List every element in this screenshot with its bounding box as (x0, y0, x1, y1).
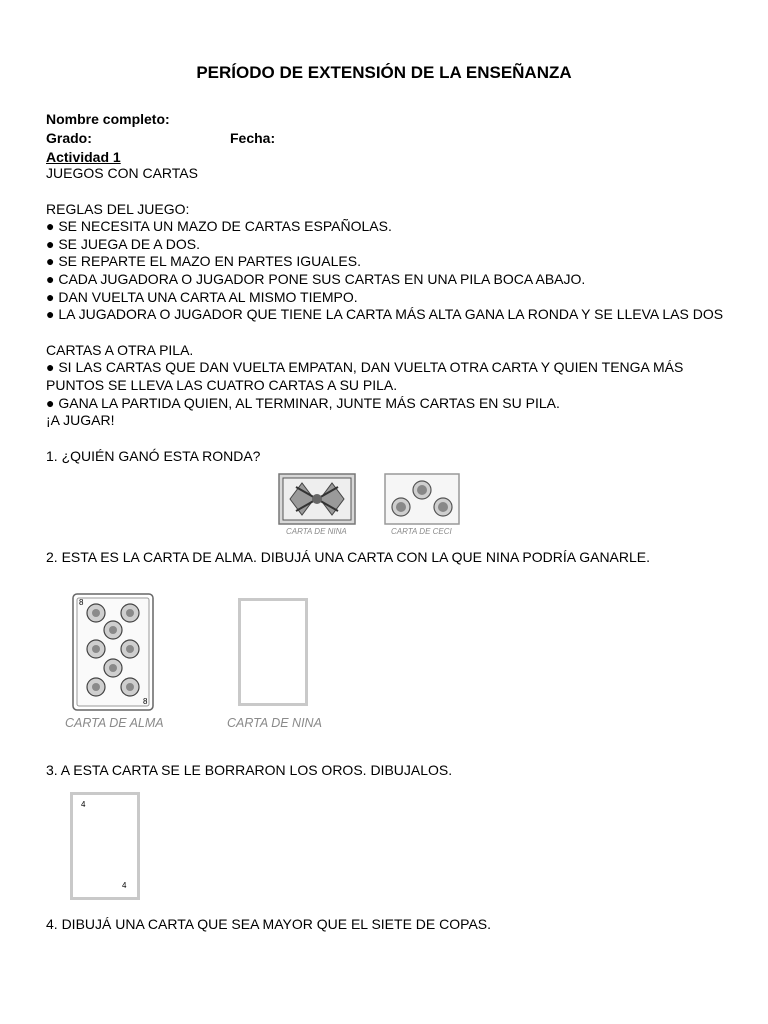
activity-subtitle: JUEGOS CON CARTAS (46, 165, 198, 181)
question-3: 3. A ESTA CARTA SE LE BORRARON LOS OROS. DIBUJALOS. (46, 762, 453, 778)
nina-blank-card[interactable] (238, 598, 308, 706)
ceci-card-caption: CARTA DE CECI (391, 527, 452, 536)
grade-field-label: Grado: (46, 130, 92, 146)
rule-line: ● CADA JUGADORA O JUGADOR PONE SUS CARTAS EN UNA PILA BOCA ABAJO. (46, 271, 586, 287)
alma-card-number-bottom: 8 (143, 697, 148, 706)
question-4: 4. DIBUJÁ UNA CARTA QUE SEA MAYOR QUE EL SIETE DE COPAS. (46, 916, 492, 932)
rule-line: ● GANA LA PARTIDA QUIEN, AL TERMINAR, JUNTE MÁS CARTAS EN SU PILA. (46, 395, 560, 411)
rule-line: ● SI LAS CARTAS QUE DAN VUELTA EMPATAN, DAN VUELTA OTRA CARTA Y QUIEN TENGA MÁS (46, 359, 684, 375)
rules-closing: ¡A JUGAR! (46, 412, 115, 428)
rule-line: PUNTOS SE LLEVA LAS CUATRO CARTAS A SU PILA. (46, 377, 398, 393)
page-title: PERÍODO DE EXTENSIÓN DE LA ENSEÑANZA (196, 63, 572, 82)
card-number-bottom: 4 (122, 881, 127, 890)
nina-card-caption: CARTA DE NINA (227, 716, 322, 730)
question-1: 1. ¿QUIÉN GANÓ ESTA RONDA? (46, 448, 261, 464)
rule-line: ● DAN VUELTA UNA CARTA AL MISMO TIEMPO. (46, 289, 358, 305)
ceci-card-image (384, 473, 460, 525)
rules-heading: REGLAS DEL JUEGO: (46, 201, 190, 217)
name-field-label: Nombre completo: (46, 111, 170, 127)
rule-line: ● SE NECESITA UN MAZO DE CARTAS ESPAÑOLAS. (46, 218, 392, 234)
rule-line: ● SE JUEGA DE A DOS. (46, 236, 200, 252)
rule-line: CARTAS A OTRA PILA. (46, 342, 194, 358)
alma-card-image (72, 593, 154, 711)
nina-card-image (278, 473, 356, 525)
activity-heading: Actividad 1 (46, 149, 121, 165)
rule-line: ● SE REPARTE EL MAZO EN PARTES IGUALES. (46, 253, 361, 269)
question-2: 2. ESTA ES LA CARTA DE ALMA. DIBUJÁ UNA CARTA CON LA QUE NINA PODRÍA GANARLE. (46, 549, 651, 565)
date-field-label: Fecha: (230, 130, 276, 146)
rule-line: ● LA JUGADORA O JUGADOR QUE TIENE LA CARTA MÁS ALTA GANA LA RONDA Y SE LLEVA LAS DOS (46, 306, 724, 322)
alma-card-caption: CARTA DE ALMA (65, 716, 164, 730)
card-number-top: 4 (81, 800, 86, 809)
nina-card-caption: CARTA DE NINA (286, 527, 347, 536)
alma-card-number-top: 8 (79, 598, 84, 607)
